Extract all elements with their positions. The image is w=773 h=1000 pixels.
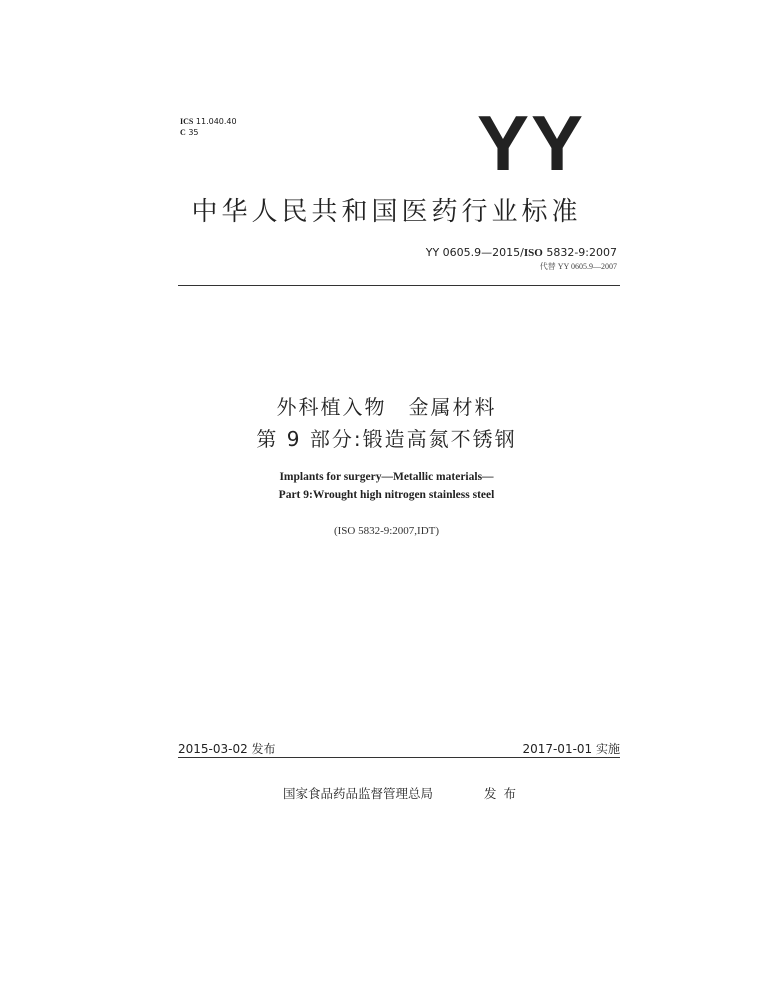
issuing-action: 发布 [484,786,524,801]
standard-number-suffix: 5832-9:2007 [542,246,617,259]
ics-label: ICS [180,117,194,126]
replaces-standard: 代替 YY 0605.9—2007 [539,262,617,271]
iso-equivalence: (ISO 5832-9:2007,IDT) [333,525,440,537]
ccs-label: C [180,128,186,137]
ccs-code-value: 35 [188,128,199,137]
standard-number [426,246,617,259]
footer-divider [178,757,620,758]
implement-date: 2017-01-01 实施 [522,742,620,756]
header-divider [178,285,620,286]
chinese-title-line-2: 第 9 部分:锻造高氮不锈钢 [256,427,517,451]
ics-code-value: 11.040.40 [195,117,237,126]
chinese-title-line-1: 外科植入物 金属材料 [276,395,497,419]
ccs-code [180,127,237,138]
issuer-title: 中华人民共和国医药行业标准 [191,197,582,227]
english-title-line-1: Implants for surgery—Metallic materials— [279,471,494,483]
issuing-agency: 国家食品药品监督管理总局 [283,786,434,801]
classification-codes [180,116,237,138]
english-title-line-2: Part 9:Wrought high nitrogen stainless steel [278,489,495,501]
standard-number-prefix: YY 0605.9—2015/ [425,246,524,259]
publish-date: 2015-03-02 发布 [178,742,276,756]
yy-logo: YY [476,99,585,187]
ics-code [180,116,237,127]
standard-number-iso: ISO [523,247,543,259]
